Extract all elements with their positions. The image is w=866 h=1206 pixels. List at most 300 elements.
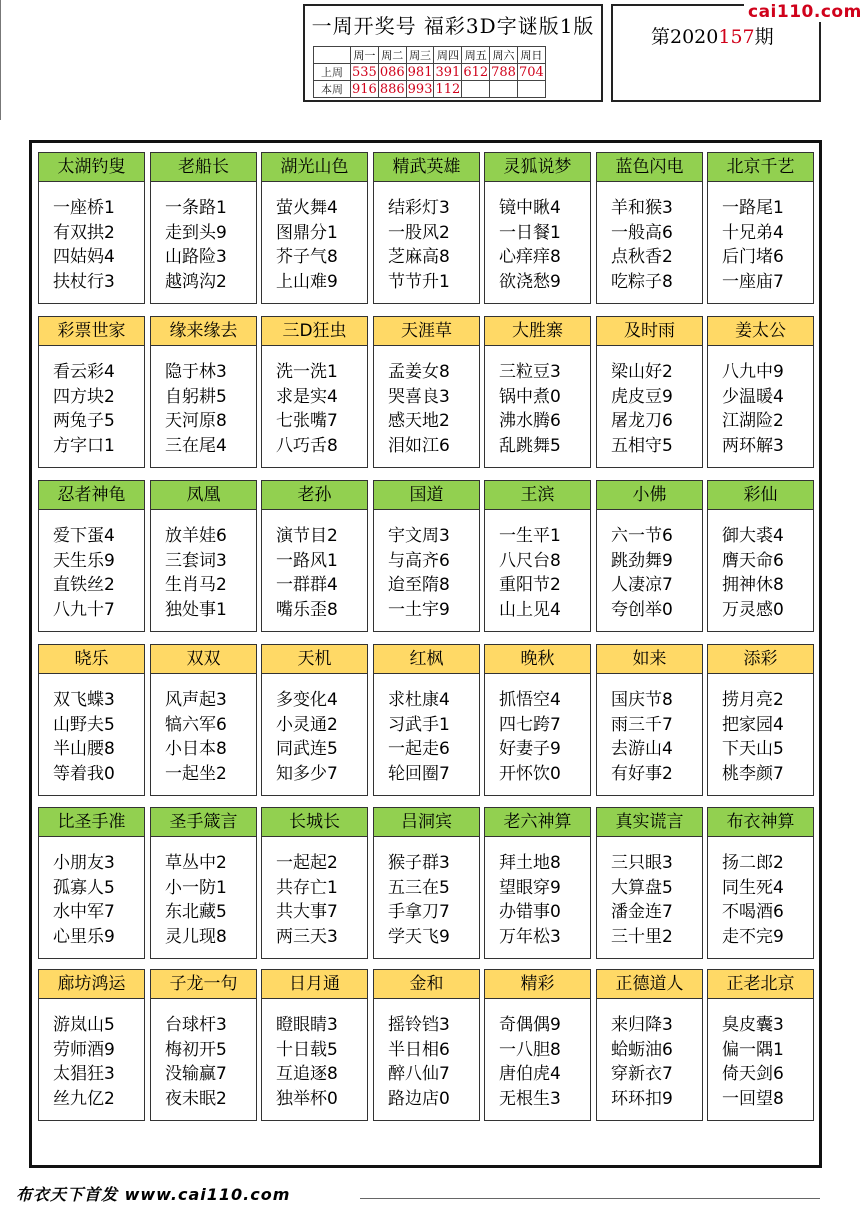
riddle-line: 蛤蛎油6	[611, 1039, 673, 1060]
riddle-line: 心痒痒8	[499, 247, 561, 267]
riddle-line: 四七跨7	[499, 714, 561, 735]
riddle-line: 爱下蛋4	[53, 526, 115, 546]
riddle-line: 把家园4	[722, 714, 784, 735]
draw-number	[517, 81, 545, 98]
riddle-line: 没输赢7	[165, 1064, 227, 1084]
card-riddle-body	[38, 510, 145, 632]
riddle-line: 哭喜良3	[388, 386, 450, 407]
riddle-line: 夸创举0	[611, 599, 673, 620]
riddle-line: 直铁丝2	[53, 575, 115, 595]
riddle-line: 草丛中2	[165, 853, 227, 873]
riddle-card	[484, 969, 591, 1121]
issue-seq: 157	[718, 26, 755, 48]
riddle-line: 屠龙刀6	[611, 411, 673, 431]
riddle-line: 万灵感0	[722, 599, 784, 620]
riddle-line: 御大裘4	[722, 526, 784, 546]
card-riddle-body	[484, 182, 591, 304]
riddle-card	[38, 316, 145, 468]
card-riddle-body	[38, 674, 145, 796]
riddle-card	[596, 480, 703, 632]
riddle-line: 梁山好2	[611, 362, 673, 382]
card-author-title: 彩票世家	[38, 316, 145, 346]
riddle-line: 三粒豆3	[499, 362, 561, 382]
card-riddle-body	[150, 837, 257, 959]
card-author-title: 正老北京	[707, 969, 814, 999]
riddle-line: 习武手1	[388, 714, 450, 735]
riddle-line: 抓悟空4	[499, 690, 561, 710]
riddle-line: 拜土地8	[499, 853, 561, 873]
riddle-line: 无根生3	[499, 1088, 561, 1109]
riddle-line: 双飞蝶3	[53, 690, 115, 710]
riddle-line: 去游山4	[611, 739, 673, 759]
riddle-line: 臭皮囊3	[722, 1015, 784, 1035]
riddle-line: 感天地2	[388, 411, 450, 431]
riddle-line: 人凄凉7	[611, 575, 673, 595]
riddle-line: 求杜康4	[388, 690, 450, 710]
riddle-line: 多变化4	[276, 690, 338, 710]
riddle-card	[261, 644, 368, 796]
card-author-title: 晚秋	[484, 644, 591, 674]
card-riddle-body	[261, 182, 368, 304]
riddle-line: 小朋友3	[53, 853, 115, 873]
riddle-line: 万年松3	[499, 926, 561, 947]
riddle-line: 醉八仙7	[388, 1064, 450, 1084]
riddle-line: 孟姜女8	[388, 362, 450, 382]
riddle-line: 江湖险2	[722, 411, 784, 431]
riddle-line: 好妻子9	[499, 739, 561, 759]
card-riddle-body	[261, 999, 368, 1121]
riddle-line: 唐伯虎4	[499, 1064, 561, 1084]
card-author-title: 布衣神算	[707, 807, 814, 837]
riddle-card	[484, 807, 591, 959]
riddle-line: 三十里2	[611, 926, 673, 947]
card-riddle-body	[373, 510, 480, 632]
riddle-line: 雨三千7	[611, 714, 673, 735]
card-riddle-body	[707, 674, 814, 796]
draw-number: 086	[379, 64, 405, 80]
riddle-line: 上山难9	[276, 271, 338, 292]
day-header: 周六	[490, 47, 518, 64]
riddle-line: 羊和猴3	[611, 198, 673, 218]
card-riddle-body	[38, 346, 145, 468]
riddle-line: 四姑妈4	[53, 247, 115, 267]
card-author-title: 精彩	[484, 969, 591, 999]
riddle-card	[596, 644, 703, 796]
riddle-line: 拥神休8	[722, 575, 784, 595]
riddle-card	[261, 807, 368, 959]
card-author-title: 红枫	[373, 644, 480, 674]
riddle-card	[596, 152, 703, 304]
riddle-line: 生肖马2	[165, 575, 227, 595]
riddle-line: 一股风2	[388, 222, 450, 243]
riddle-card	[373, 316, 480, 468]
site-logo[interactable]: cai110.com	[744, 2, 866, 22]
card-author-title: 大胜寨	[484, 316, 591, 346]
riddle-line: 一路风1	[276, 550, 338, 571]
riddle-line: 梅初开5	[165, 1039, 227, 1060]
card-riddle-body	[707, 346, 814, 468]
riddle-line: 夜未眠2	[165, 1088, 227, 1109]
card-riddle-body	[373, 346, 480, 468]
riddle-line: 八尺台8	[499, 550, 561, 571]
draw-number: 112	[435, 81, 461, 97]
issue-number	[651, 22, 774, 49]
riddle-line: 不喝酒6	[722, 902, 784, 922]
riddle-line: 一起走6	[388, 739, 450, 759]
card-riddle-body	[261, 346, 368, 468]
riddle-line: 下天山5	[722, 739, 784, 759]
riddle-line: 芥子气8	[276, 247, 338, 267]
riddle-line: 沸水腾6	[499, 411, 561, 431]
card-riddle-body	[484, 999, 591, 1121]
riddle-line: 芝麻高8	[388, 247, 450, 267]
draw-number: 535	[352, 64, 377, 80]
riddle-card	[38, 969, 145, 1121]
riddle-line: 两三天3	[276, 926, 338, 947]
row-label: 上周	[314, 64, 351, 81]
riddle-card	[484, 644, 591, 796]
card-riddle-body	[150, 510, 257, 632]
riddle-line: 犒六军6	[165, 714, 227, 735]
row-label: 本周	[314, 81, 351, 98]
riddle-line: 两环解3	[722, 435, 784, 456]
riddle-line: 点秋香2	[611, 247, 673, 267]
card-riddle-body	[150, 346, 257, 468]
riddle-card	[596, 316, 703, 468]
riddle-line: 一生平1	[499, 526, 561, 546]
riddle-line: 东北藏5	[165, 902, 227, 922]
riddle-line: 瞪眼睛3	[276, 1015, 338, 1035]
riddle-line: 山野夫5	[53, 714, 115, 735]
riddle-line: 猴子群3	[388, 853, 450, 873]
riddle-line: 少温暖4	[722, 386, 784, 407]
riddle-line: 山上见4	[499, 599, 561, 620]
riddle-line: 一日餐1	[499, 222, 561, 243]
riddle-line: 跳劲舞9	[611, 550, 673, 571]
riddle-card	[150, 807, 257, 959]
riddle-card	[373, 480, 480, 632]
riddle-line: 大算盘5	[611, 877, 673, 898]
riddle-card	[373, 969, 480, 1121]
card-author-title: 彩仙	[707, 480, 814, 510]
riddle-card	[261, 152, 368, 304]
riddle-card	[484, 480, 591, 632]
weekly-draw-panel	[303, 4, 603, 102]
left-edge-line	[0, 0, 3, 120]
riddle-line: 独举杯0	[276, 1088, 338, 1109]
riddle-line: 天生乐9	[53, 550, 115, 571]
card-author-title: 晓乐	[38, 644, 145, 674]
card-author-title: 双双	[150, 644, 257, 674]
riddle-line: 奇偶偶9	[499, 1015, 561, 1035]
day-header: 周五	[462, 47, 490, 64]
riddle-card	[261, 969, 368, 1121]
riddle-line: 三只眼3	[611, 853, 673, 873]
riddle-line: 独处事1	[165, 599, 227, 620]
riddle-line: 图鼎分1	[276, 222, 338, 243]
riddle-line: 乱跳舞5	[499, 435, 561, 456]
draw-number: 993	[407, 81, 433, 97]
riddle-line: 十日载5	[276, 1039, 338, 1060]
riddle-card	[707, 152, 814, 304]
card-riddle-body	[38, 999, 145, 1121]
riddle-line: 镜中瞅4	[499, 198, 561, 218]
riddle-card	[150, 316, 257, 468]
riddle-line: 小一防1	[165, 877, 227, 898]
riddle-line: 八巧舌8	[276, 435, 338, 456]
riddle-line: 五三在5	[388, 877, 450, 898]
riddle-line: 宇文周3	[388, 526, 450, 546]
card-author-title: 正德道人	[596, 969, 703, 999]
riddle-line: 虎皮豆9	[611, 386, 673, 407]
card-author-title: 老六神算	[484, 807, 591, 837]
riddle-line: 放羊娃6	[165, 526, 227, 546]
riddle-line: 有双拱2	[53, 222, 115, 243]
card-riddle-body	[707, 510, 814, 632]
card-riddle-body	[596, 999, 703, 1121]
riddle-card	[261, 316, 368, 468]
card-author-title: 吕洞宾	[373, 807, 480, 837]
card-author-title: 三D狂虫	[261, 316, 368, 346]
riddle-line: 半山腰8	[53, 739, 115, 759]
riddle-line: 一土宇9	[388, 599, 450, 620]
riddle-card	[150, 969, 257, 1121]
draw-number: 704	[518, 64, 544, 80]
card-riddle-body	[484, 510, 591, 632]
riddle-line: 风声起3	[165, 690, 227, 710]
card-author-title: 蓝色闪电	[596, 152, 703, 182]
riddle-card	[707, 807, 814, 959]
riddle-line: 同武连5	[276, 739, 338, 759]
riddle-line: 灵儿现8	[165, 926, 227, 947]
riddle-line: 国庆节8	[611, 690, 673, 710]
riddle-line: 学天飞9	[388, 926, 450, 947]
riddle-card	[484, 316, 591, 468]
riddle-line: 天河原8	[165, 411, 227, 431]
riddle-line: 膺天命6	[722, 550, 784, 571]
riddle-line: 穿新衣7	[611, 1064, 673, 1084]
riddle-line: 一路尾1	[722, 198, 784, 218]
card-riddle-body	[150, 999, 257, 1121]
card-author-title: 太湖钓叟	[38, 152, 145, 182]
draw-number: 916	[352, 81, 377, 97]
riddle-card	[38, 152, 145, 304]
card-author-title: 天机	[261, 644, 368, 674]
card-riddle-body	[484, 346, 591, 468]
riddle-line: 泪如江6	[388, 435, 450, 456]
riddle-line: 一八胆8	[499, 1039, 561, 1060]
card-riddle-body	[596, 674, 703, 796]
riddle-line: 扶杖行3	[53, 271, 115, 292]
riddle-line: 走到头9	[165, 222, 227, 243]
riddle-line: 走不完9	[722, 926, 784, 947]
riddle-card	[38, 644, 145, 796]
riddle-line: 环环扣9	[611, 1088, 673, 1109]
card-author-title: 子龙一句	[150, 969, 257, 999]
riddle-line: 演节目2	[276, 526, 338, 546]
riddle-line: 十兄弟4	[722, 222, 784, 243]
card-author-title: 廊坊鸿运	[38, 969, 145, 999]
card-author-title: 真实谎言	[596, 807, 703, 837]
card-riddle-body	[707, 182, 814, 304]
day-header: 周三	[406, 47, 434, 64]
riddle-line: 潘金连7	[611, 902, 673, 922]
riddle-line: 开怀饮0	[499, 763, 561, 784]
riddle-line: 偏一隅1	[722, 1039, 784, 1060]
riddle-line: 望眼穿9	[499, 877, 561, 898]
riddle-card	[150, 644, 257, 796]
riddle-line: 求是实4	[276, 386, 338, 407]
card-riddle-body	[373, 837, 480, 959]
footer-rule	[360, 1198, 820, 1199]
riddle-line: 扬二郎2	[722, 853, 784, 873]
day-header: 周二	[378, 47, 406, 64]
riddle-card	[150, 152, 257, 304]
riddle-line: 三在尾4	[165, 435, 227, 456]
riddle-line: 办错事0	[499, 902, 561, 922]
riddle-line: 一座庙7	[722, 271, 784, 292]
card-riddle-body	[261, 510, 368, 632]
card-author-title: 长城长	[261, 807, 368, 837]
footer-credit: 布衣天下首发 www.cai110.com	[16, 1185, 291, 1204]
day-header: 周日	[517, 47, 545, 64]
card-riddle-body	[484, 674, 591, 796]
riddle-card	[707, 969, 814, 1121]
riddle-card	[38, 480, 145, 632]
issue-prefix: 第2020	[651, 26, 719, 48]
this-week-row	[314, 81, 546, 98]
riddle-line: 一起坐2	[165, 763, 227, 784]
card-author-title: 及时雨	[596, 316, 703, 346]
draw-number: 612	[463, 64, 489, 80]
card-author-title: 如来	[596, 644, 703, 674]
riddle-line: 共存亡1	[276, 877, 338, 898]
panel-title: 一周开奖号 福彩3D字谜版1版	[311, 14, 595, 38]
riddle-card	[596, 969, 703, 1121]
riddle-line: 七张嘴7	[276, 411, 338, 431]
riddle-line: 节节升1	[388, 271, 450, 292]
card-riddle-body	[150, 182, 257, 304]
riddle-line: 萤火舞4	[276, 198, 338, 218]
card-author-title: 日月通	[261, 969, 368, 999]
card-author-title: 老孙	[261, 480, 368, 510]
draw-number: 391	[435, 64, 461, 80]
riddle-line: 一条路1	[165, 198, 227, 218]
card-author-title: 湖光山色	[261, 152, 368, 182]
riddle-line: 结彩灯3	[388, 198, 450, 218]
riddle-line: 有好事2	[611, 763, 673, 784]
riddle-line: 八九中9	[722, 362, 784, 382]
draw-results-table	[313, 46, 546, 98]
draw-number: 886	[379, 81, 405, 97]
card-author-title: 国道	[373, 480, 480, 510]
card-riddle-body	[38, 182, 145, 304]
card-riddle-body	[596, 510, 703, 632]
card-author-title: 忍者神龟	[38, 480, 145, 510]
card-author-title: 天涯草	[373, 316, 480, 346]
card-author-title: 凤凰	[150, 480, 257, 510]
riddle-line: 桃李颜7	[722, 763, 784, 784]
riddle-line: 游岚山5	[53, 1015, 115, 1035]
card-riddle-body	[596, 182, 703, 304]
riddle-line: 台球杆3	[165, 1015, 227, 1035]
riddle-card	[150, 480, 257, 632]
last-week-row	[314, 64, 546, 81]
riddle-line: 孤寡人5	[53, 877, 115, 898]
riddle-line: 一群群4	[276, 575, 338, 595]
riddle-line: 丝九亿2	[53, 1088, 115, 1109]
riddle-line: 水中军7	[53, 902, 115, 922]
riddle-line: 一般高6	[611, 222, 673, 243]
riddle-line: 互追逐8	[276, 1064, 338, 1084]
card-author-title: 灵狐说梦	[484, 152, 591, 182]
card-author-title: 小佛	[596, 480, 703, 510]
card-author-title: 圣手箴言	[150, 807, 257, 837]
draw-number: 788	[491, 64, 516, 80]
draw-number: 981	[407, 64, 433, 80]
corner-cell	[314, 47, 351, 64]
riddle-line: 后门堵6	[722, 247, 784, 267]
riddle-line: 越鸿沟2	[165, 271, 227, 292]
card-author-title: 老船长	[150, 152, 257, 182]
riddle-line: 小灵通2	[276, 714, 338, 735]
draw-number	[490, 81, 518, 98]
riddle-card	[707, 316, 814, 468]
card-riddle-body	[596, 837, 703, 959]
card-author-title: 比圣手准	[38, 807, 145, 837]
card-riddle-body	[150, 674, 257, 796]
riddle-line: 一座桥1	[53, 198, 115, 218]
riddle-line: 隐于林3	[165, 362, 227, 382]
riddle-line: 同生死4	[722, 877, 784, 898]
riddle-card	[373, 807, 480, 959]
riddle-card	[373, 152, 480, 304]
card-riddle-body	[261, 674, 368, 796]
card-author-title: 王滨	[484, 480, 591, 510]
riddle-card	[261, 480, 368, 632]
riddle-line: 小日本8	[165, 739, 227, 759]
riddle-line: 重阳节2	[499, 575, 561, 595]
riddle-line: 太猖狂3	[53, 1064, 115, 1084]
card-author-title: 姜太公	[707, 316, 814, 346]
card-riddle-body	[707, 837, 814, 959]
riddle-line: 倚天剑6	[722, 1064, 784, 1084]
riddle-line: 共大事7	[276, 902, 338, 922]
riddle-card	[707, 644, 814, 796]
riddle-line: 欲浇愁9	[499, 271, 561, 292]
card-riddle-body	[261, 837, 368, 959]
riddle-line: 与高齐6	[388, 550, 450, 571]
riddle-line: 心里乐9	[53, 926, 115, 947]
riddle-line: 捞月亮2	[722, 690, 784, 710]
riddle-card	[707, 480, 814, 632]
riddle-line: 看云彩4	[53, 362, 115, 382]
card-author-title: 缘来缘去	[150, 316, 257, 346]
riddle-line: 路边店0	[388, 1088, 450, 1109]
riddle-line: 来归降3	[611, 1015, 673, 1035]
card-author-title: 北京千艺	[707, 152, 814, 182]
riddle-line: 一回望8	[722, 1088, 784, 1109]
card-author-title: 精武英雄	[373, 152, 480, 182]
riddle-line: 方字口1	[53, 435, 115, 456]
riddle-line: 两兔子5	[53, 411, 115, 431]
riddle-line: 劳师酒9	[53, 1039, 115, 1060]
riddle-line: 迨至隋8	[388, 575, 450, 595]
riddle-line: 五相守5	[611, 435, 673, 456]
riddle-line: 知多少7	[276, 763, 338, 784]
card-riddle-body	[373, 999, 480, 1121]
riddle-line: 六一节6	[611, 526, 673, 546]
